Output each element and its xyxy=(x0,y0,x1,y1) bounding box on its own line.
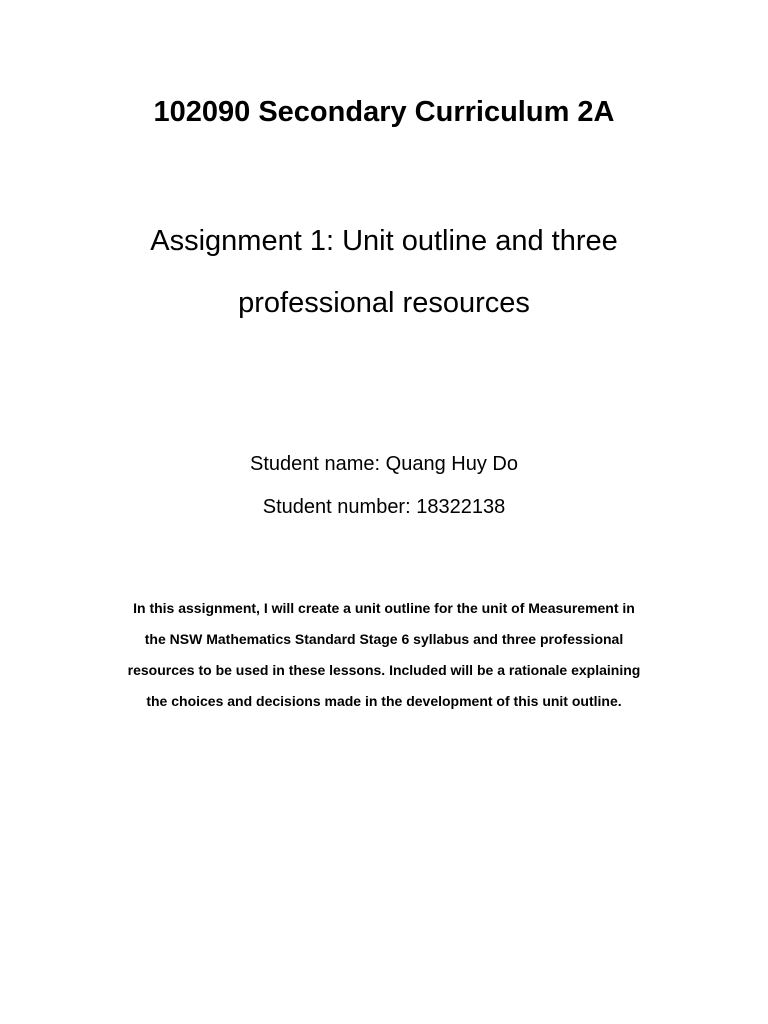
course-title: 102090 Secondary Curriculum 2A xyxy=(153,96,615,128)
assignment-title-line: professional resources xyxy=(238,287,530,319)
intro-line: In this assignment, I will create a unit outline for the unit of Measurement in xyxy=(133,600,635,616)
student-name: Student name: Quang Huy Do xyxy=(250,453,518,475)
intro-line: resources to be used in these lessons. Included will be a rationale explaining xyxy=(127,662,641,678)
assignment-title xyxy=(84,210,684,334)
intro-line: the choices and decisions made in the development of this unit outline. xyxy=(146,693,622,709)
intro-line: the NSW Mathematics Standard Stage 6 syllabus and three professional xyxy=(144,631,624,647)
assignment-title-line: Assignment 1: Unit outline and three xyxy=(150,225,618,257)
student-number: Student number: 18322138 xyxy=(262,496,506,518)
student-info xyxy=(0,443,768,529)
intro-paragraph xyxy=(100,593,668,717)
